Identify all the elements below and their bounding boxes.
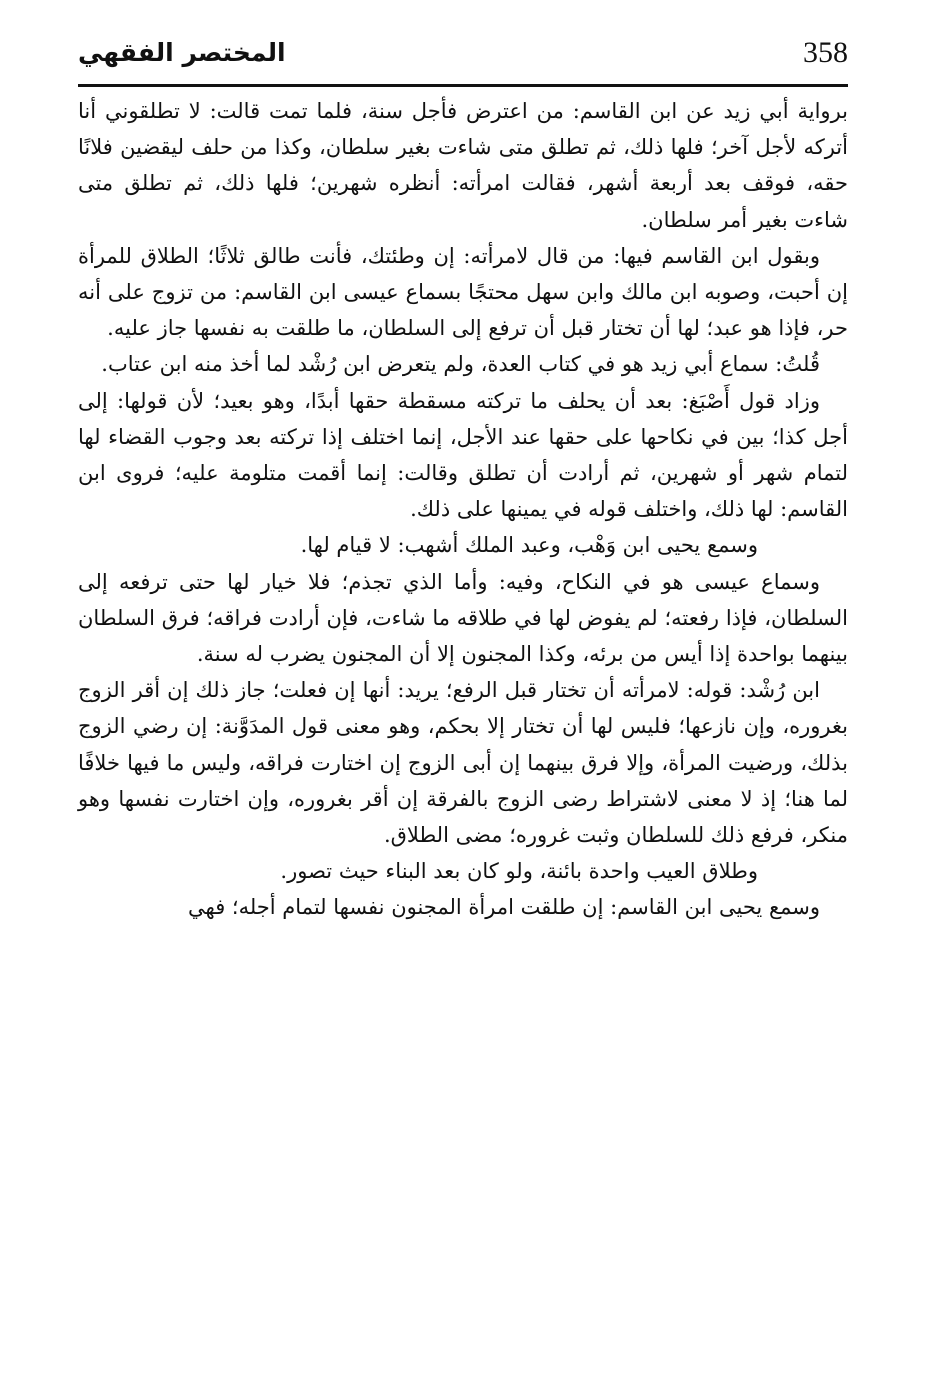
paragraph: وبقول ابن القاسم فيها: من قال لامرأته: إن وطئتك، فأنت طالق ثلاثًا؛ الطلاق للمرأة إن أحبت، وصوبه ابن مالك وابن سهل محتجًا بسماع عيسى ابن القاسم: من تزوج على أنه حر، فإذا هو عبد؛ لها أن تختار قبل أن ترفع إلى السلطان، ما طلقت به نفسها جاز عليه. [78,243,848,341]
paragraph: وسمع يحيى ابن القاسم: إن طلقت امرأة المجنون نفسها لتمام أجله؛ فهي [188,895,820,920]
paragraph: ابن رُشْد: قوله: لامرأته أن تختار قبل الرفع؛ يريد: أنها إن فعلت؛ جاز ذلك إن أقر الزوج بغروره، وإن نازعها؛ فليس لها أن تختار إلا بحكم، وهو معنى قول المدَوَّنة: إن رضي الزوج بذلك، ورضيت المرأة، وإلا فرق بينهما إن أبى الزوج إن اختارت فراقه، وليس ما فيها خلافًا لما هنا؛ إذ لا معنى لاشتراط رضى الزوج بالفرقة إن أقر بغروره، وإن اختارت نفسها وهو منكر، فرفع ذلك للسلطان وثبت غروره؛ مضى الطلاق. [78,678,848,848]
page-number: 358 [803,36,848,69]
paragraph: وزاد قول أَصْبَغ: بعد أن يحلف ما تركته مسقطة حقها أبدًا، وهو بعيد؛ لأن قولها: إلى أجل كذا؛ بين في نكاحها على حقها عند الأجل، إنما اختلف إذا تركته بعد وجوب القضاء لها لتمام شهر أو شهرين، ثم أرادت أن تطلق وقالت: إنما أقمت متلومة عليه؛ فروى ابن القاسم: لها ذلك، واختلف قوله في يمينها على ذلك. [78,388,848,522]
paragraph: وسماع عيسى هو في النكاح، وفيه: وأما الذي تجذم؛ فلا خيار لها حتى ترفعه إلى السلطان، فإذا رفعته؛ لم يفوض لها في طلاقه ما شاءت، فإن أرادت فراقه؛ فرق السلطان بينهما بواحدة إذا أيس من برئه، وكذا المجنون إلا أن المجنون يضرب له سنة. [78,569,848,667]
header-divider [78,84,848,87]
book-title: المختصر الفقهي [78,38,286,67]
paragraph: وسمع يحيى ابن وَهْب، وعبد الملك أشهب: لا قيام لها. [300,533,758,558]
page-header [78,30,848,80]
paragraph: وطلاق العيب واحدة بائنة، ولو كان بعد البناء حيث تصور. [280,859,758,884]
body-text [78,93,848,926]
paragraph: برواية أبي زيد عن ابن القاسم: من اعترض فأجل سنة، فلما تمت قالت: لا تطلقوني أنا أتركه لأجل آخر؛ فلها ذلك، ثم تطلق متى شاءت بغير سلطان، وكذا من حلف ليقضين فلانًا حقه، فوقف بعد أربعة أشهر، فقالت امرأته: أنظره شهرين؛ فلها ذلك، ثم تطلق متى شاءت بغير أمر سلطان. [78,99,848,232]
paragraph: قُلتُ: سماع أبي زيد هو في كتاب العدة، ولم يتعرض ابن رُشْد لما أخذ منه ابن عتاب. [101,352,820,377]
